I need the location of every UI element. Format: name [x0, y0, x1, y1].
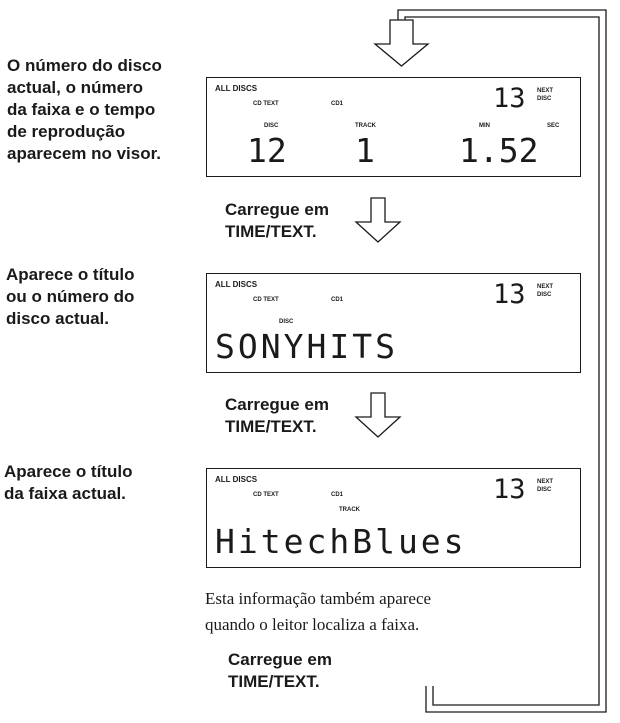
arrow-down-icon [356, 198, 400, 242]
next-disc-number: 13 [493, 474, 526, 505]
sec-header: SEC [547, 123, 560, 129]
arrow-down-icon [356, 393, 400, 437]
step-label-1: Carregue em TIME/TEXT. [225, 200, 329, 241]
lcd-display-track-title [206, 468, 581, 568]
disc-header: DISC [279, 319, 294, 325]
next-label: NEXT [537, 88, 554, 94]
next-disc-number: 13 [493, 279, 526, 310]
next-label: NEXT [537, 479, 554, 485]
disc-header: DISC [264, 123, 279, 129]
cd-text-indicator: CD TEXT [253, 492, 279, 498]
track-header: TRACK [355, 123, 376, 129]
info-note: Esta informação também aparece quando o leitor localiza a faixa. [205, 589, 432, 634]
all-discs-indicator: ALL DISCS [215, 84, 258, 93]
lcd-display-disc-title [206, 273, 581, 373]
track-header: TRACK [339, 507, 360, 513]
step-label-2: Carregue em TIME/TEXT. [225, 395, 329, 436]
cd-text-indicator: CD TEXT [253, 297, 279, 303]
next-label: NEXT [537, 284, 554, 290]
description-track-info: O número do disco actual, o número da faixa e o tempo de reprodução aparecem no visor. [7, 56, 162, 163]
description-disc-title: Aparece o título ou o número do disco actual. [6, 265, 135, 328]
next-disc-label: DISC [537, 96, 552, 102]
lcd-display-time [206, 77, 581, 177]
track-value: 1 [355, 131, 375, 170]
cd1-indicator: CD1 [331, 297, 344, 303]
cd1-indicator: CD1 [331, 101, 344, 107]
next-disc-label: DISC [537, 292, 552, 298]
min-header: MIN [479, 123, 490, 129]
cd1-indicator: CD1 [331, 492, 344, 498]
next-disc-label: DISC [537, 487, 552, 493]
step-label-3: Carregue em TIME/TEXT. [228, 650, 332, 691]
next-disc-number: 13 [493, 83, 526, 114]
track-title-text: HitechBlues [215, 522, 467, 561]
all-discs-indicator: ALL DISCS [215, 475, 258, 484]
disc-title-text: SONYHITS [215, 327, 398, 366]
arrow-down-icon [375, 20, 428, 66]
disc-value: 12 [247, 131, 287, 170]
all-discs-indicator: ALL DISCS [215, 280, 258, 289]
description-track-title: Aparece o título da faixa actual. [4, 462, 133, 503]
time-value: 1.52 [459, 131, 539, 170]
cd-text-indicator: CD TEXT [253, 101, 279, 107]
